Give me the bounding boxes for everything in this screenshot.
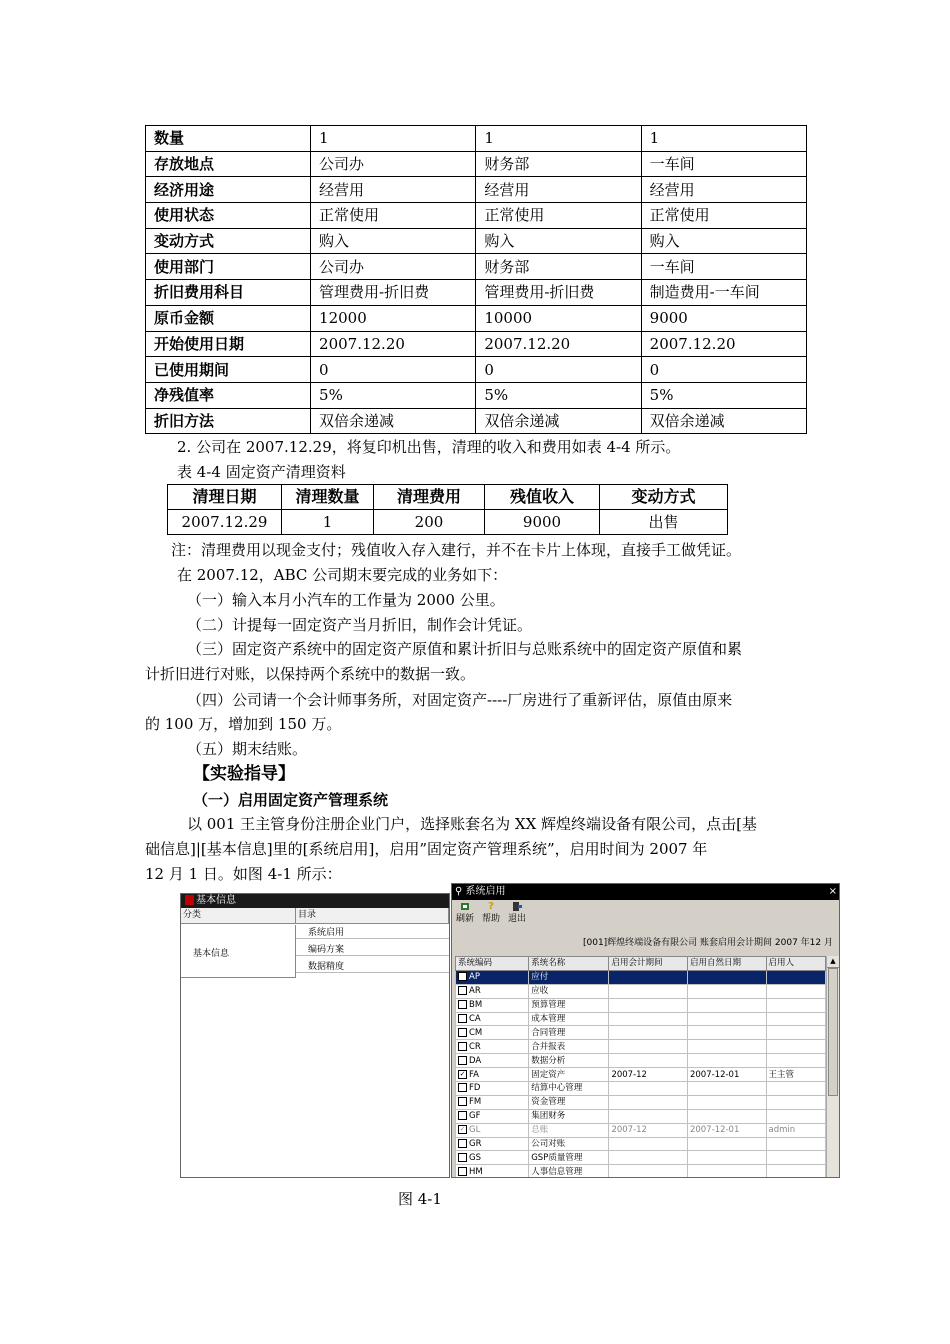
note: 注：清理费用以现金支付；残值收入存入建行，并不在卡片上体现，直接手工做凭证。 [171, 541, 742, 559]
cleanup-table [167, 484, 728, 535]
checkbox-icon[interactable] [458, 1014, 467, 1023]
system-date [687, 1040, 766, 1054]
row-label: 使用状态 [146, 203, 311, 229]
system-code-cell [456, 1054, 529, 1068]
cell: 1 [476, 126, 641, 152]
cell: 财务部 [476, 151, 641, 177]
system-enable-window [451, 883, 840, 1178]
header-cell: 残值收入 [485, 485, 600, 510]
key-icon: ⚲ [455, 886, 463, 897]
system-row[interactable] [456, 1082, 826, 1096]
cell: 经营用 [311, 177, 476, 203]
checkbox-icon[interactable] [458, 1083, 467, 1092]
app-logo-icon [185, 895, 194, 905]
system-date [687, 1012, 766, 1026]
system-period: 2007-12 [609, 1068, 688, 1082]
task-5: （五）期末结账。 [187, 740, 308, 758]
section-title: 【实验指导】 [193, 764, 295, 784]
system-user [766, 1040, 826, 1054]
system-name: 合同管理 [529, 1026, 609, 1040]
table-caption: 表 4-4 固定资产清理资料 [177, 463, 346, 481]
cell: 财务部 [476, 254, 641, 280]
cell: 9000 [641, 305, 806, 331]
system-code-cell [456, 1165, 529, 1178]
system-name: 资金管理 [529, 1095, 609, 1109]
dir-item-label: 编码方案 [308, 945, 345, 955]
system-name: GSP质量管理 [529, 1151, 609, 1165]
task-2: （二）计提每一固定资产当月折旧，制作会计凭证。 [187, 616, 533, 634]
system-period [609, 1054, 688, 1068]
asset-row [146, 254, 807, 280]
basic-info-titlebar [181, 894, 449, 908]
system-date [687, 1165, 766, 1178]
checkbox-icon[interactable] [458, 972, 467, 981]
subsection-title: （一）启用固定资产管理系统 [193, 791, 389, 809]
system-name: 应收 [529, 984, 609, 998]
system-code-cell [456, 1026, 529, 1040]
system-name: 结算中心管理 [529, 1082, 609, 1096]
system-code-cell [456, 1082, 529, 1096]
system-code: CM [469, 1027, 483, 1038]
body-line-2: 础信息]|[基本信息]里的[系统启用]，启用”固定资产管理系统”，启用时间为 2007 年 [145, 840, 708, 858]
task-4-cont: 的 100 万，增加到 150 万。 [145, 715, 342, 733]
system-user [766, 1082, 826, 1096]
system-date [687, 1109, 766, 1123]
cell: 2007.12.20 [476, 331, 641, 357]
cell: 经营用 [641, 177, 806, 203]
system-code-cell [456, 1123, 529, 1137]
system-code: AP [469, 972, 480, 983]
system-period [609, 1095, 688, 1109]
close-button[interactable]: × [828, 886, 837, 897]
asset-row [146, 357, 807, 383]
asset-row [146, 203, 807, 229]
task-4: （四）公司请一个会计师事务所，对固定资产----厂房进行了重新评估，原值由原来 [187, 691, 733, 709]
system-user [766, 1026, 826, 1040]
system-date [687, 1026, 766, 1040]
cell: 1 [282, 510, 374, 535]
task-3-cont: 计折旧进行对账，以保持两个系统中的数据一致。 [145, 665, 476, 683]
system-name: 成本管理 [529, 1012, 609, 1026]
row-label: 折旧方法 [146, 408, 311, 434]
system-enable-titlebar [452, 884, 839, 900]
system-row[interactable] [456, 1026, 826, 1040]
system-date: 2007-12-01 [687, 1068, 766, 1082]
figure-caption: 图 4-1 [398, 1190, 442, 1208]
system-user [766, 970, 826, 984]
cell: 制造费用-一车间 [641, 280, 806, 306]
system-user [766, 1095, 826, 1109]
cell: 1 [311, 126, 476, 152]
task-3: （三）固定资产系统中的固定资产原值和累计折旧与总账系统中的固定资产原值和累 [187, 640, 743, 658]
cell: 5% [641, 382, 806, 408]
system-name: 公司对账 [529, 1137, 609, 1151]
system-code: FM [469, 1097, 482, 1108]
window-title: 基本信息 [196, 895, 236, 906]
cell: 公司办 [311, 254, 476, 280]
cell: 正常使用 [476, 203, 641, 229]
system-code: CA [469, 1014, 481, 1024]
system-code: FD [469, 1083, 481, 1094]
toolbar [452, 900, 839, 934]
cell: 0 [476, 357, 641, 383]
paragraph-2: 2. 公司在 2007.12.29，将复印机出售，清理的收入和费用如表 4-4 所示。 [177, 438, 681, 456]
grid-header [456, 957, 826, 971]
row-label: 已使用期间 [146, 357, 311, 383]
checkbox-icon[interactable] [458, 1139, 467, 1148]
cell: 双倍余递减 [476, 408, 641, 434]
account-info: [001]辉煌终端设备有限公司 账套启用会计期间 2007 年12 月 [582, 938, 833, 948]
asset-row [146, 151, 807, 177]
system-code-cell [456, 1095, 529, 1109]
cell: 管理费用-折旧费 [476, 280, 641, 306]
system-period [609, 1109, 688, 1123]
cell: 管理费用-折旧费 [311, 280, 476, 306]
system-row[interactable] [456, 1054, 826, 1068]
system-code-cell [456, 1068, 529, 1082]
system-date [687, 970, 766, 984]
system-name: 集团财务 [529, 1109, 609, 1123]
cell: 双倍余递减 [311, 408, 476, 434]
cell: 公司办 [311, 151, 476, 177]
cell: 10000 [476, 305, 641, 331]
system-date [687, 998, 766, 1012]
row-label: 数量 [146, 126, 311, 152]
system-code-cell [456, 970, 529, 984]
header-cell: 清理日期 [168, 485, 282, 510]
help-icon: ? [488, 901, 494, 912]
system-code: GS [469, 1152, 481, 1163]
checkbox-icon[interactable] [458, 1167, 467, 1176]
system-code-cell [456, 1109, 529, 1123]
dir-item-label: 数据精度 [308, 962, 345, 972]
grid-header-cell[interactable]: 系统编码 [456, 957, 529, 971]
scroll-up-icon[interactable]: ▲ [827, 956, 839, 968]
system-row[interactable] [456, 1137, 826, 1151]
system-row[interactable] [456, 984, 826, 998]
cell: 0 [311, 357, 476, 383]
asset-row [146, 280, 807, 306]
checkbox-checked-icon[interactable]: ✓ [459, 1069, 466, 1078]
basic-info-window [180, 893, 450, 1178]
dir-item-label: 系统启用 [308, 928, 345, 938]
checkbox-icon[interactable] [458, 1153, 467, 1162]
cell: 购入 [476, 228, 641, 254]
system-date [687, 984, 766, 998]
system-user: 王主管 [766, 1068, 826, 1082]
asset-row [146, 177, 807, 203]
cell: 0 [641, 357, 806, 383]
system-code-cell [456, 1151, 529, 1165]
cell: 5% [476, 382, 641, 408]
checkbox-icon[interactable] [458, 1028, 467, 1037]
system-name: 人事信息管理 [529, 1165, 609, 1178]
system-user [766, 984, 826, 998]
system-row[interactable] [456, 1068, 826, 1082]
cell: 2007.12.20 [641, 331, 806, 357]
cell: 出售 [600, 510, 728, 535]
system-user [766, 1012, 826, 1026]
grid-header-cell[interactable]: 启用会计期间 [609, 957, 688, 971]
system-row[interactable] [456, 1109, 826, 1123]
system-period [609, 1040, 688, 1054]
system-date [687, 1054, 766, 1068]
system-period [609, 1026, 688, 1040]
cell: 2007.12.29 [168, 510, 282, 535]
cell: 正常使用 [641, 203, 806, 229]
cell: 一车间 [641, 254, 806, 280]
system-period: 2007-12 [609, 1123, 688, 1137]
system-code: BM [469, 1000, 483, 1011]
system-row[interactable] [456, 1012, 826, 1026]
system-row[interactable] [456, 998, 826, 1012]
system-name: 固定资产 [529, 1068, 609, 1082]
tool-label: 帮助 [482, 914, 501, 924]
system-row[interactable] [456, 1040, 826, 1054]
grid-header-cell[interactable]: 启用人 [766, 957, 826, 971]
system-period [609, 998, 688, 1012]
system-code: AR [469, 986, 481, 997]
cell: 5% [311, 382, 476, 408]
cell: 200 [374, 510, 485, 535]
system-period [609, 984, 688, 998]
row-label: 原币金额 [146, 305, 311, 331]
system-period [609, 1137, 688, 1151]
refresh-icon [460, 902, 470, 911]
checkbox-icon[interactable] [458, 1056, 467, 1065]
cell: 2007.12.20 [311, 331, 476, 357]
system-row[interactable] [456, 1151, 826, 1165]
system-period [609, 1082, 688, 1096]
system-user [766, 1165, 826, 1178]
asset-row [146, 382, 807, 408]
system-code: FA [469, 1069, 479, 1080]
header-cell: 清理数量 [282, 485, 374, 510]
row-label: 存放地点 [146, 151, 311, 177]
system-code: GF [469, 1111, 481, 1122]
exit-button[interactable] [508, 902, 526, 934]
row-label: 折旧费用科目 [146, 280, 311, 306]
system-code: CR [469, 1041, 481, 1052]
system-name: 预算管理 [529, 998, 609, 1012]
body-line-1: 以 001 王主管身份注册企业门户，选择账套名为 XX 辉煌终端设备有限公司，点击[基 [187, 815, 757, 833]
system-date [687, 1095, 766, 1109]
system-name: 总账 [529, 1123, 609, 1137]
intro: 在 2007.12，ABC 公司期末要完成的业务如下： [177, 566, 508, 584]
asset-row [146, 305, 807, 331]
grid-header-cell[interactable]: 系统名称 [529, 957, 609, 971]
system-period [609, 970, 688, 984]
system-date [687, 1082, 766, 1096]
system-grid [455, 956, 826, 1177]
row-label: 开始使用日期 [146, 331, 311, 357]
header-cell: 清理费用 [374, 485, 485, 510]
help-button[interactable] [482, 902, 500, 934]
cell: 正常使用 [311, 203, 476, 229]
system-code: DA [469, 1055, 482, 1066]
refresh-button[interactable] [456, 902, 474, 934]
basic-info-header [181, 908, 449, 924]
category-label: 基本信息 [193, 949, 230, 959]
body-line-3: 12 月 1 日。如图 4-1 所示： [145, 865, 342, 883]
cell: 12000 [311, 305, 476, 331]
vertical-scrollbar[interactable] [826, 956, 839, 1177]
cleanup-table-header [168, 485, 728, 510]
grid-header-cell[interactable]: 启用自然日期 [687, 957, 766, 971]
checkbox-icon[interactable] [458, 1111, 467, 1120]
tool-label: 刷新 [456, 914, 475, 924]
system-code-cell [456, 984, 529, 998]
asset-row [146, 228, 807, 254]
cell: 9000 [485, 510, 600, 535]
system-period [609, 1012, 688, 1026]
cell: 购入 [641, 228, 806, 254]
cleanup-table-row [168, 510, 728, 535]
asset-row [146, 408, 807, 434]
task-1: （一）输入本月小汽车的工作量为 2000 公里。 [187, 591, 505, 609]
system-date [687, 1151, 766, 1165]
tool-label: 退出 [508, 914, 527, 924]
col-category: 分类 [181, 908, 296, 923]
header-cell: 变动方式 [600, 485, 728, 510]
system-user [766, 1151, 826, 1165]
system-period [609, 1151, 688, 1165]
system-name: 合并报表 [529, 1040, 609, 1054]
system-code-cell [456, 1040, 529, 1054]
system-code: GL [469, 1125, 481, 1136]
system-code: HM [469, 1166, 483, 1177]
cell: 经营用 [476, 177, 641, 203]
system-date: 2007-12-01 [687, 1123, 766, 1137]
system-user: admin [766, 1123, 826, 1137]
exit-icon [512, 902, 522, 911]
category-cell[interactable] [181, 925, 296, 978]
checkbox-checked-icon[interactable]: ✓ [459, 1125, 466, 1134]
checkbox-icon[interactable] [458, 1097, 467, 1106]
system-code-cell [456, 998, 529, 1012]
row-label: 净残值率 [146, 382, 311, 408]
window-title: 系统启用 [465, 886, 506, 897]
cell: 双倍余递减 [641, 408, 806, 434]
asset-row [146, 331, 807, 357]
system-row[interactable] [456, 970, 826, 984]
system-row[interactable] [456, 1123, 826, 1137]
system-code-cell [456, 1137, 529, 1151]
row-label: 使用部门 [146, 254, 311, 280]
system-user [766, 1109, 826, 1123]
system-code: GR [469, 1139, 482, 1150]
checkbox-icon[interactable] [458, 986, 467, 995]
dir-item-coding-scheme[interactable] [296, 942, 449, 956]
asset-property-table [145, 125, 807, 434]
system-row[interactable] [456, 1165, 826, 1178]
system-name: 应付 [529, 970, 609, 984]
system-name: 数据分析 [529, 1054, 609, 1068]
system-date [687, 1137, 766, 1151]
row-label: 变动方式 [146, 228, 311, 254]
checkbox-icon[interactable] [458, 1042, 467, 1051]
dir-item-data-precision[interactable] [296, 959, 449, 973]
col-directory: 目录 [296, 908, 449, 923]
system-user [766, 998, 826, 1012]
row-label: 经济用途 [146, 177, 311, 203]
system-user [766, 1137, 826, 1151]
cell: 购入 [311, 228, 476, 254]
system-period [609, 1165, 688, 1178]
checkbox-icon[interactable] [458, 1000, 467, 1009]
scroll-thumb[interactable] [828, 968, 838, 1096]
system-user [766, 1054, 826, 1068]
system-row[interactable] [456, 1095, 826, 1109]
cell: 1 [641, 126, 806, 152]
system-code-cell [456, 1012, 529, 1026]
dir-item-system-enable[interactable] [296, 925, 449, 939]
asset-row [146, 126, 807, 152]
cell: 一车间 [641, 151, 806, 177]
